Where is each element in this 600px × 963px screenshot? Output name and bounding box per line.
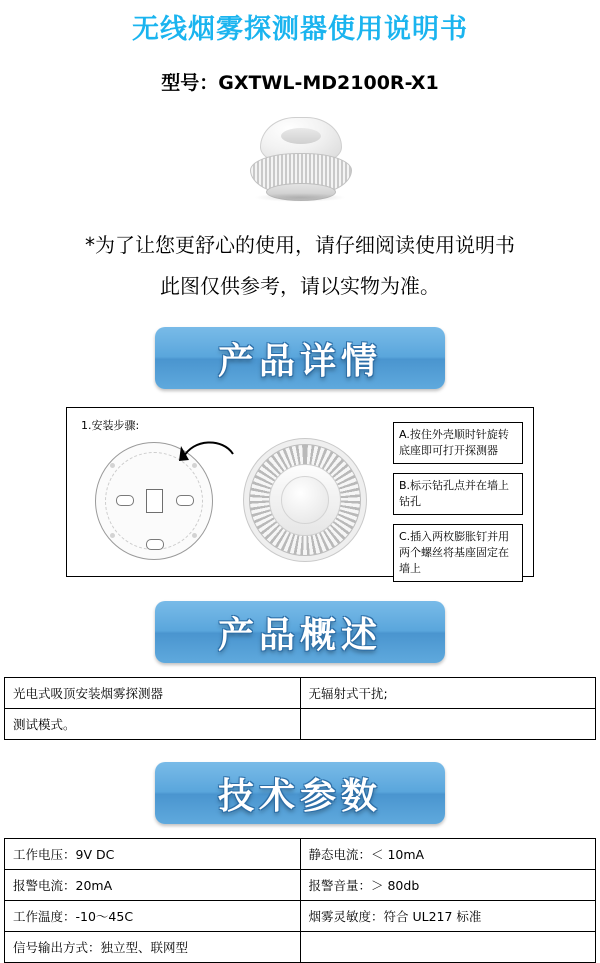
plate-slot-bottom	[146, 539, 164, 550]
table-row	[5, 839, 596, 870]
model-line	[0, 68, 600, 95]
spec-cell-1-1: 报警音量：＞ 80db	[300, 870, 596, 901]
callout-a: A.按住外壳顺时针旋转底座即可打开探测器	[393, 422, 523, 464]
spec-cell-1-0: 报警电流：20mA	[5, 870, 301, 901]
notice-line-1: *为了让您更舒心的使用，请仔细阅读使用说明书	[85, 233, 515, 258]
overview-cell-1-1	[300, 709, 596, 740]
banner-tech-params	[0, 762, 600, 824]
plate-center-square	[146, 489, 163, 513]
callout-b: B.标示钻孔点并在墙上钻孔	[393, 473, 523, 515]
banner-product-overview	[0, 601, 600, 663]
plate-notch-4	[192, 533, 197, 538]
smoke-detector-image	[244, 117, 356, 201]
banner-box-tech	[155, 762, 445, 824]
page-title: 无线烟雾探测器使用说明书	[132, 14, 468, 45]
spec-cell-0-1: 静态电流：＜ 10mA	[300, 839, 596, 870]
overview-cell-0-0: 光电式吸顶安装烟雾探测器	[5, 678, 301, 709]
model-label: 型号：	[161, 72, 219, 95]
detector-exploded-illustration	[243, 438, 367, 562]
spec-cell-0-0: 工作电压：9V DC	[5, 839, 301, 870]
banner-box-detail	[155, 327, 445, 389]
spec-cell-2-1: 烟雾灵敏度：符合 UL217 标准	[300, 901, 596, 932]
overview-cell-0-1: 无辐射式干扰;	[300, 678, 596, 709]
banner-product-detail	[0, 327, 600, 389]
plate-slot-right	[176, 495, 194, 506]
spec-cell-3-1	[300, 932, 596, 963]
callout-list	[393, 422, 523, 591]
spec-table	[4, 838, 596, 963]
install-step-label: 1.安装步骤:	[81, 419, 140, 433]
table-row	[5, 678, 596, 709]
spec-cell-3-0: 信号输出方式：独立型、联网型	[5, 932, 301, 963]
table-row	[5, 932, 596, 963]
plate-slot-left	[116, 495, 134, 506]
notice-line-2: 此图仅供参考，请以实物为准。	[160, 274, 440, 299]
table-row	[5, 709, 596, 740]
overview-cell-1-0: 测试模式。	[5, 709, 301, 740]
plate-notch-2	[192, 463, 197, 468]
spec-cell-2-0: 工作温度：-10～45C	[5, 901, 301, 932]
callout-c: C.插入两枚膨胀钉并用两个螺丝将基座固定在墙上	[393, 524, 523, 582]
banner-label-overview: 产品概述	[217, 614, 382, 656]
table-row	[5, 901, 596, 932]
plate-notch-1	[110, 463, 115, 468]
rotation-arrow-icon	[179, 436, 239, 462]
banner-label-detail: 产品详情	[217, 340, 382, 382]
table-row	[5, 870, 596, 901]
product-photo	[0, 109, 600, 209]
overview-table	[4, 677, 596, 740]
detector-shadow	[254, 193, 346, 202]
model-value: GXTWL-MD2100R-X1	[218, 72, 439, 95]
banner-box-overview	[155, 601, 445, 663]
banner-label-tech: 技术参数	[217, 775, 382, 817]
plate-notch-3	[110, 533, 115, 538]
installation-diagram	[66, 407, 534, 577]
